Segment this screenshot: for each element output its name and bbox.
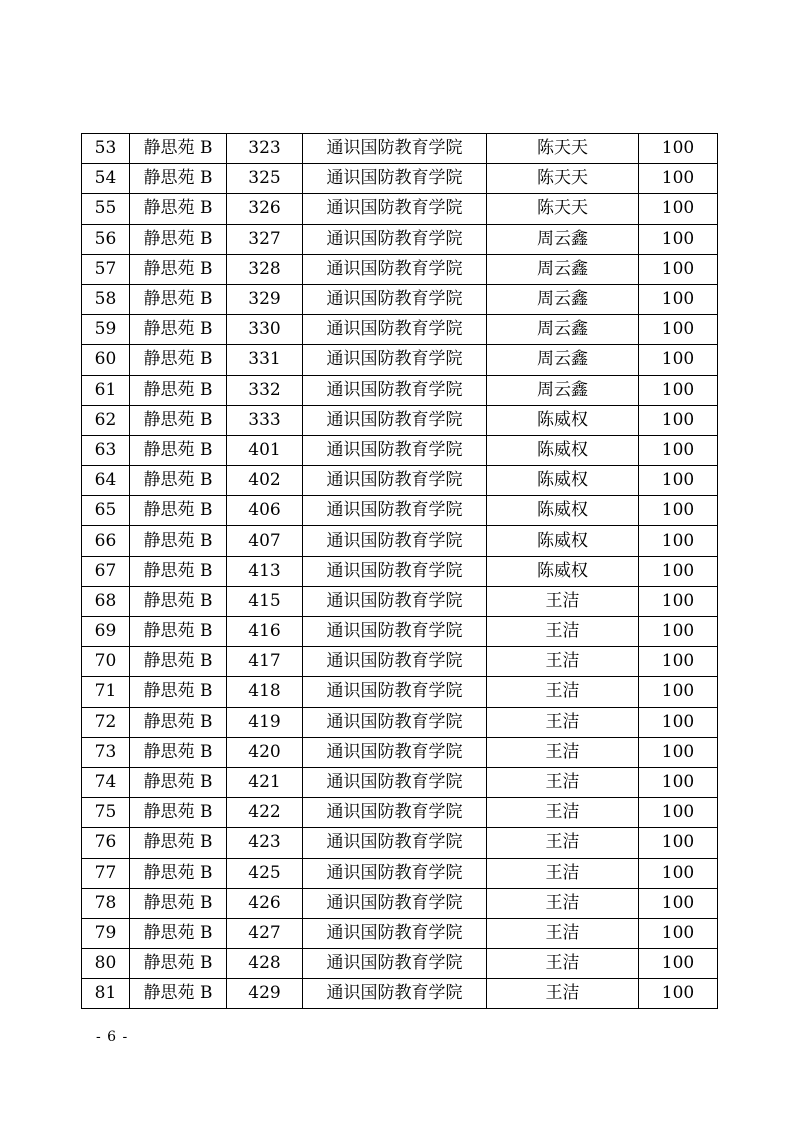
- college-cell: 通识国防教育学院: [303, 194, 487, 224]
- score-cell: 100: [639, 858, 718, 888]
- row-number-cell: 73: [82, 737, 130, 767]
- table-row: [82, 284, 718, 314]
- row-number-cell: 67: [82, 556, 130, 586]
- building-cell: 静思苑 B: [130, 345, 227, 375]
- score-cell: 100: [639, 466, 718, 496]
- score-cell: 100: [639, 375, 718, 405]
- row-number-cell: 81: [82, 979, 130, 1009]
- dormitory-score-table: [81, 133, 718, 1009]
- building-cell: 静思苑 B: [130, 556, 227, 586]
- staff-name-cell: 王洁: [487, 707, 639, 737]
- college-cell: 通识国防教育学院: [303, 586, 487, 616]
- college-cell: 通识国防教育学院: [303, 345, 487, 375]
- row-number-cell: 62: [82, 405, 130, 435]
- college-cell: 通识国防教育学院: [303, 767, 487, 797]
- table-row: [82, 435, 718, 465]
- room-number-cell: 419: [227, 707, 303, 737]
- college-cell: 通识国防教育学院: [303, 375, 487, 405]
- building-cell: 静思苑 B: [130, 134, 227, 164]
- room-number-cell: 326: [227, 194, 303, 224]
- score-cell: 100: [639, 828, 718, 858]
- building-cell: 静思苑 B: [130, 496, 227, 526]
- college-cell: 通识国防教育学院: [303, 164, 487, 194]
- room-number-cell: 325: [227, 164, 303, 194]
- room-number-cell: 420: [227, 737, 303, 767]
- staff-name-cell: 周云鑫: [487, 315, 639, 345]
- college-cell: 通识国防教育学院: [303, 677, 487, 707]
- score-cell: 100: [639, 767, 718, 797]
- row-number-cell: 72: [82, 707, 130, 737]
- college-cell: 通识国防教育学院: [303, 254, 487, 284]
- table-row: [82, 224, 718, 254]
- room-number-cell: 422: [227, 798, 303, 828]
- room-number-cell: 407: [227, 526, 303, 556]
- building-cell: 静思苑 B: [130, 284, 227, 314]
- building-cell: 静思苑 B: [130, 435, 227, 465]
- room-number-cell: 417: [227, 647, 303, 677]
- table-row: [82, 677, 718, 707]
- score-cell: 100: [639, 888, 718, 918]
- score-cell: 100: [639, 949, 718, 979]
- score-cell: 100: [639, 435, 718, 465]
- table-row: [82, 617, 718, 647]
- room-number-cell: 331: [227, 345, 303, 375]
- table-row: [82, 949, 718, 979]
- table-row: [82, 254, 718, 284]
- room-number-cell: 423: [227, 828, 303, 858]
- building-cell: 静思苑 B: [130, 617, 227, 647]
- table-row: [82, 134, 718, 164]
- building-cell: 静思苑 B: [130, 194, 227, 224]
- building-cell: 静思苑 B: [130, 677, 227, 707]
- room-number-cell: 330: [227, 315, 303, 345]
- staff-name-cell: 周云鑫: [487, 375, 639, 405]
- row-number-cell: 68: [82, 586, 130, 616]
- room-number-cell: 332: [227, 375, 303, 405]
- table-row: [82, 164, 718, 194]
- building-cell: 静思苑 B: [130, 828, 227, 858]
- staff-name-cell: 王洁: [487, 858, 639, 888]
- room-number-cell: 402: [227, 466, 303, 496]
- table-row: [82, 647, 718, 677]
- row-number-cell: 76: [82, 828, 130, 858]
- staff-name-cell: 王洁: [487, 888, 639, 918]
- row-number-cell: 61: [82, 375, 130, 405]
- table-row: [82, 586, 718, 616]
- table-row: [82, 918, 718, 948]
- building-cell: 静思苑 B: [130, 224, 227, 254]
- building-cell: 静思苑 B: [130, 737, 227, 767]
- college-cell: 通识国防教育学院: [303, 284, 487, 314]
- building-cell: 静思苑 B: [130, 586, 227, 616]
- college-cell: 通识国防教育学院: [303, 315, 487, 345]
- table-row: [82, 466, 718, 496]
- table-row: [82, 979, 718, 1009]
- score-cell: 100: [639, 647, 718, 677]
- room-number-cell: 427: [227, 918, 303, 948]
- college-cell: 通识国防教育学院: [303, 828, 487, 858]
- staff-name-cell: 王洁: [487, 828, 639, 858]
- row-number-cell: 71: [82, 677, 130, 707]
- room-number-cell: 333: [227, 405, 303, 435]
- row-number-cell: 74: [82, 767, 130, 797]
- room-number-cell: 426: [227, 888, 303, 918]
- row-number-cell: 55: [82, 194, 130, 224]
- table-row: [82, 737, 718, 767]
- college-cell: 通识国防教育学院: [303, 496, 487, 526]
- room-number-cell: 421: [227, 767, 303, 797]
- score-cell: 100: [639, 254, 718, 284]
- staff-name-cell: 王洁: [487, 798, 639, 828]
- score-cell: 100: [639, 918, 718, 948]
- row-number-cell: 60: [82, 345, 130, 375]
- building-cell: 静思苑 B: [130, 164, 227, 194]
- score-cell: 100: [639, 405, 718, 435]
- college-cell: 通识国防教育学院: [303, 435, 487, 465]
- table-row: [82, 556, 718, 586]
- room-number-cell: 329: [227, 284, 303, 314]
- row-number-cell: 77: [82, 858, 130, 888]
- score-cell: 100: [639, 707, 718, 737]
- table-row: [82, 707, 718, 737]
- score-cell: 100: [639, 164, 718, 194]
- room-number-cell: 429: [227, 979, 303, 1009]
- page-number: - 6 -: [96, 1029, 129, 1045]
- score-cell: 100: [639, 134, 718, 164]
- college-cell: 通识国防教育学院: [303, 707, 487, 737]
- building-cell: 静思苑 B: [130, 888, 227, 918]
- staff-name-cell: 王洁: [487, 918, 639, 948]
- room-number-cell: 323: [227, 134, 303, 164]
- table-row: [82, 405, 718, 435]
- building-cell: 静思苑 B: [130, 798, 227, 828]
- room-number-cell: 328: [227, 254, 303, 284]
- college-cell: 通识国防教育学院: [303, 918, 487, 948]
- score-cell: 100: [639, 617, 718, 647]
- score-cell: 100: [639, 194, 718, 224]
- college-cell: 通识国防教育学院: [303, 979, 487, 1009]
- college-cell: 通识国防教育学院: [303, 224, 487, 254]
- building-cell: 静思苑 B: [130, 647, 227, 677]
- college-cell: 通识国防教育学院: [303, 888, 487, 918]
- row-number-cell: 57: [82, 254, 130, 284]
- staff-name-cell: 陈天天: [487, 194, 639, 224]
- row-number-cell: 64: [82, 466, 130, 496]
- staff-name-cell: 王洁: [487, 647, 639, 677]
- college-cell: 通识国防教育学院: [303, 134, 487, 164]
- building-cell: 静思苑 B: [130, 949, 227, 979]
- table-row: [82, 315, 718, 345]
- row-number-cell: 75: [82, 798, 130, 828]
- college-cell: 通识国防教育学院: [303, 647, 487, 677]
- staff-name-cell: 陈威权: [487, 435, 639, 465]
- staff-name-cell: 周云鑫: [487, 345, 639, 375]
- staff-name-cell: 周云鑫: [487, 284, 639, 314]
- score-cell: 100: [639, 345, 718, 375]
- room-number-cell: 415: [227, 586, 303, 616]
- score-cell: 100: [639, 496, 718, 526]
- staff-name-cell: 王洁: [487, 979, 639, 1009]
- staff-name-cell: 王洁: [487, 767, 639, 797]
- building-cell: 静思苑 B: [130, 526, 227, 556]
- building-cell: 静思苑 B: [130, 858, 227, 888]
- room-number-cell: 418: [227, 677, 303, 707]
- score-cell: 100: [639, 677, 718, 707]
- score-cell: 100: [639, 526, 718, 556]
- score-cell: 100: [639, 586, 718, 616]
- room-number-cell: 327: [227, 224, 303, 254]
- row-number-cell: 59: [82, 315, 130, 345]
- score-cell: 100: [639, 284, 718, 314]
- row-number-cell: 56: [82, 224, 130, 254]
- staff-name-cell: 陈威权: [487, 405, 639, 435]
- building-cell: 静思苑 B: [130, 466, 227, 496]
- staff-name-cell: 陈威权: [487, 556, 639, 586]
- staff-name-cell: 陈威权: [487, 526, 639, 556]
- row-number-cell: 54: [82, 164, 130, 194]
- table-row: [82, 526, 718, 556]
- college-cell: 通识国防教育学院: [303, 798, 487, 828]
- room-number-cell: 401: [227, 435, 303, 465]
- building-cell: 静思苑 B: [130, 979, 227, 1009]
- score-cell: 100: [639, 979, 718, 1009]
- score-cell: 100: [639, 556, 718, 586]
- score-cell: 100: [639, 798, 718, 828]
- table-row: [82, 858, 718, 888]
- college-cell: 通识国防教育学院: [303, 737, 487, 767]
- building-cell: 静思苑 B: [130, 767, 227, 797]
- table-row: [82, 767, 718, 797]
- table-row: [82, 828, 718, 858]
- row-number-cell: 65: [82, 496, 130, 526]
- table-body: [82, 134, 718, 1009]
- table-row: [82, 194, 718, 224]
- row-number-cell: 69: [82, 617, 130, 647]
- row-number-cell: 58: [82, 284, 130, 314]
- row-number-cell: 70: [82, 647, 130, 677]
- staff-name-cell: 陈威权: [487, 466, 639, 496]
- college-cell: 通识国防教育学院: [303, 556, 487, 586]
- building-cell: 静思苑 B: [130, 707, 227, 737]
- table-row: [82, 798, 718, 828]
- college-cell: 通识国防教育学院: [303, 466, 487, 496]
- row-number-cell: 66: [82, 526, 130, 556]
- row-number-cell: 79: [82, 918, 130, 948]
- staff-name-cell: 王洁: [487, 677, 639, 707]
- building-cell: 静思苑 B: [130, 405, 227, 435]
- staff-name-cell: 周云鑫: [487, 254, 639, 284]
- room-number-cell: 413: [227, 556, 303, 586]
- table-row: [82, 888, 718, 918]
- table-row: [82, 345, 718, 375]
- building-cell: 静思苑 B: [130, 375, 227, 405]
- staff-name-cell: 王洁: [487, 737, 639, 767]
- building-cell: 静思苑 B: [130, 315, 227, 345]
- room-number-cell: 406: [227, 496, 303, 526]
- row-number-cell: 78: [82, 888, 130, 918]
- staff-name-cell: 王洁: [487, 617, 639, 647]
- table-row: [82, 375, 718, 405]
- staff-name-cell: 陈天天: [487, 164, 639, 194]
- row-number-cell: 80: [82, 949, 130, 979]
- staff-name-cell: 周云鑫: [487, 224, 639, 254]
- table-row: [82, 496, 718, 526]
- staff-name-cell: 王洁: [487, 949, 639, 979]
- building-cell: 静思苑 B: [130, 254, 227, 284]
- college-cell: 通识国防教育学院: [303, 949, 487, 979]
- room-number-cell: 428: [227, 949, 303, 979]
- college-cell: 通识国防教育学院: [303, 617, 487, 647]
- college-cell: 通识国防教育学院: [303, 405, 487, 435]
- college-cell: 通识国防教育学院: [303, 858, 487, 888]
- score-cell: 100: [639, 315, 718, 345]
- room-number-cell: 416: [227, 617, 303, 647]
- staff-name-cell: 陈天天: [487, 134, 639, 164]
- building-cell: 静思苑 B: [130, 918, 227, 948]
- row-number-cell: 53: [82, 134, 130, 164]
- staff-name-cell: 陈威权: [487, 496, 639, 526]
- staff-name-cell: 王洁: [487, 586, 639, 616]
- score-cell: 100: [639, 224, 718, 254]
- score-cell: 100: [639, 737, 718, 767]
- college-cell: 通识国防教育学院: [303, 526, 487, 556]
- room-number-cell: 425: [227, 858, 303, 888]
- row-number-cell: 63: [82, 435, 130, 465]
